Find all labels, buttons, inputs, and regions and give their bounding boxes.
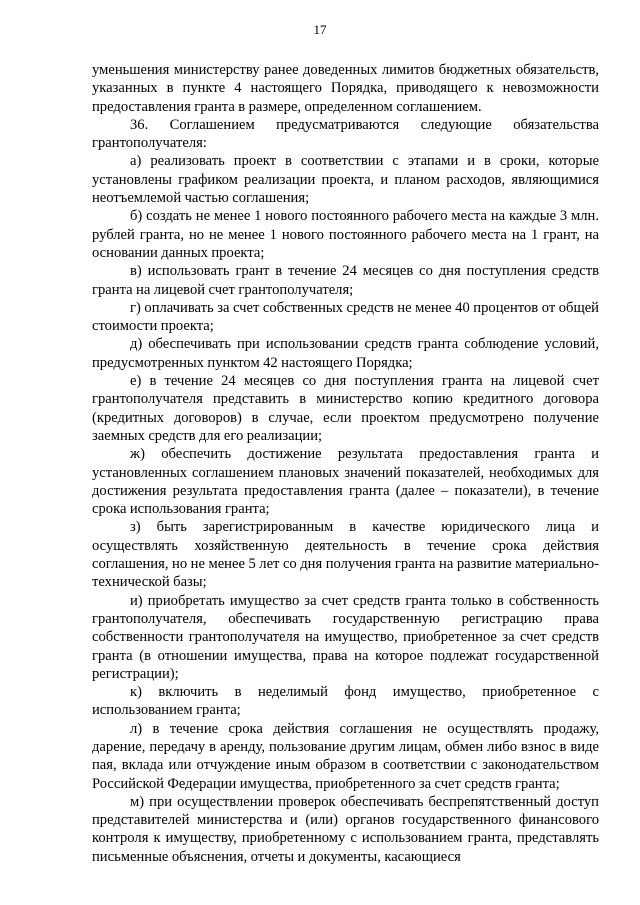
paragraph-item-v: в) использовать грант в течение 24 месяцев со дня поступления средств гранта на лицевой счет грантополучателя; xyxy=(92,263,599,298)
paragraph-item-e: е) в течение 24 месяцев со дня поступления гранта на лицевой счет грантополучателя представить в министерство копию кредитного договора (кредитных договоров) в случае, если проектом предусмотрено получение заемных средств для его реализации; xyxy=(92,373,599,444)
paragraph-item-m: м) при осуществлении проверок обеспечивать беспрепятственный доступ представителей министерства и (или) органов государственного финансового контроля к имуществу, приобретенному с использованием гранта, представлять письменные объяснения, отчеты и документы, касающиеся xyxy=(92,793,599,865)
paragraph-item-i: и) приобретать имущество за счет средств гранта только в собственность грантополучателя, обеспечивать государственную регистрацию права собственности грантополучателя на имущество, приобретенное за счет средств гранта (в отношении имущества, права на которое подлежат государственной регистрации); xyxy=(92,592,599,682)
document-body xyxy=(92,61,599,866)
paragraph-item-b: б) создать не менее 1 нового постоянного рабочего места на каждые 3 млн. рублей гранта, но не менее 1 нового постоянного рабочего места на 1 грант, на основании данных проекта; xyxy=(92,208,599,261)
page-number: 17 xyxy=(313,22,327,37)
paragraph-item-d: д) обеспечивать при использовании средств гранта соблюдение условий, предусмотренных пунктом 42 настоящего Порядка; xyxy=(92,336,599,371)
paragraph-item-z: з) быть зарегистрированным в качестве юридического лица и осуществлять хозяйственную деятельность в течение срока действия соглашения, но не менее 5 лет со дня получения гранта на развитие материально-технической базы; xyxy=(92,519,599,591)
paragraph-item-g: г) оплачивать за счет собственных средств не менее 40 процентов от общей стоимости проекта; xyxy=(92,299,599,335)
paragraph-item-l: л) в течение срока действия соглашения не осуществлять продажу, дарение, передачу в аренду, пользование другим лицам, обмен либо взнос в виде пая, вклада или отчуждение иным образом в соответствии с законодательством Российской Федерации имущества, приобретенного за счет средств гранта; xyxy=(92,720,599,792)
paragraph-item-a: а) реализовать проект в соответствии с этапами и в сроки, которые установлены графиком реализации проекта, и планом расходов, являющимися неотъемлемой частью соглашения; xyxy=(92,153,599,207)
paragraph-item-zh: ж) обеспечить достижение результата предоставления гранта и установленных соглашением плановых значений показателей, необходимых для достижения результата предоставления гранта (далее – показатели), в течение срока использования гранта; xyxy=(92,446,599,518)
paragraph-continuation: уменьшения министерству ранее доведенных лимитов бюджетных обязательств, указанных в пункте 4 настоящего Порядка, приводящего к невозможности предоставления гранта в размере, определенном соглашением. xyxy=(92,62,599,115)
paragraph-item-k: к) включить в неделимый фонд имущество, приобретенное с использованием гранта; xyxy=(92,684,599,719)
paragraph-clause-36: 36. Соглашением предусматриваются следующие обязательства грантополучателя: xyxy=(92,116,599,152)
